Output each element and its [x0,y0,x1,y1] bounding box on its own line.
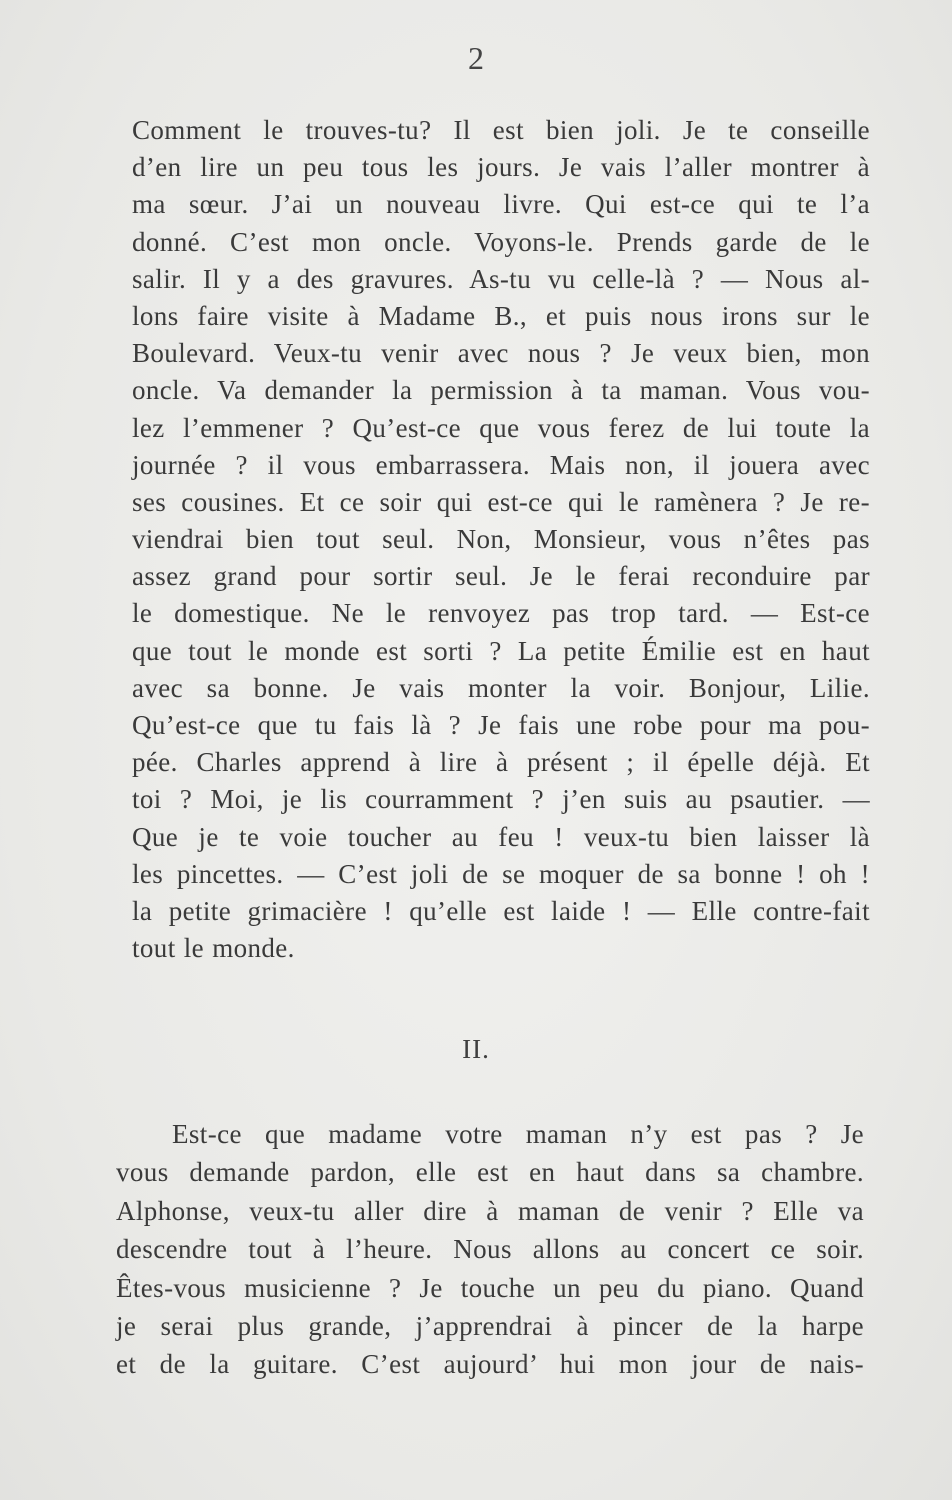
text-line: toi ? Moi, je lis courramment ? j’en suis au psautier. — [132,784,870,815]
text-line: les pincettes. — C’est joli de se moquer de sa bonne ! oh ! [132,858,870,889]
text-line: Êtes-vous musicienne ? Je touche un peu du piano. Quand [116,1272,864,1303]
text-line: viendrai bien tout seul. Non, Monsieur, vous n’êtes pas [132,524,870,555]
text-line: oncle. Va demander la permission à ta maman. Vous vou- [132,375,870,406]
text-line: que tout le monde est sorti ? La petite Émilie est en haut [132,635,870,666]
text-line: d’en lire un peu tous les jours. Je vais l’aller montrer à [132,152,870,183]
text-line: avec sa bonne. Je vais monter la voir. Bonjour, Lilie. [132,672,870,703]
text-line: donné. C’est mon oncle. Voyons-le. Prends garde de le [132,226,870,257]
text-line: lons faire visite à Madame B., et puis nous irons sur le [132,300,870,331]
text-line: Qu’est-ce que tu fais là ? Je fais une robe pour ma pou- [132,710,870,740]
text-line: pée. Charles apprend à lire à présent ; il épelle déjà. Et [132,747,870,778]
text-line: Est-ce que madame votre maman n’y est pas ? Je [172,1119,864,1149]
text-line: tout le monde. [132,933,295,964]
text-line: ma sœur. J’ai un nouveau livre. Qui est-ce qui te l’a [132,189,870,220]
text-line: le domestique. Ne le renvoyez pas trop tard. — Est-ce [132,598,870,629]
text-line: journée ? il vous embarrassera. Mais non, il jouera avec [132,449,870,480]
text-line: ses cousines. Et ce soir qui est-ce qui le ramènera ? Je re- [132,486,870,517]
text-line: et de la guitare. C’est aujourd’ hui mon jour de nais- [116,1349,864,1380]
text-line: la petite grimacière ! qu’elle est laide ! — Elle contre-fait [132,895,870,926]
text-line: assez grand pour sortir seul. Je le ferai reconduire par [132,561,870,592]
text-line: salir. Il y a des gravures. As-tu vu celle-là ? — Nous al- [132,263,870,294]
text-line: Que je te voie toucher au feu ! veux-tu bien laisser là [132,821,870,852]
text-line: Boulevard. Veux-tu venir avec nous ? Je veux bien, mon [132,338,870,369]
text-line: vous demande pardon, elle est en haut dans sa chambre. [116,1157,864,1188]
paragraph-section-2 [116,1115,864,1384]
text-line: Alphonse, veux-tu aller dire à maman de venir ? Elle va [116,1195,864,1226]
page-number: 2 [468,40,484,76]
text-line: descendre tout à l’heure. Nous allons au concert ce soir. [116,1234,864,1265]
paragraph-section-1 [132,112,870,967]
text-line: je serai plus grande, j’apprendrai à pincer de la harpe [116,1310,864,1341]
text-line: lez l’emmener ? Qu’est-ce que vous ferez de lui toute la [132,412,870,443]
section-heading: II. [462,1034,490,1064]
text-line: Comment le trouves-tu? Il est bien joli. Je te conseille [132,115,870,145]
